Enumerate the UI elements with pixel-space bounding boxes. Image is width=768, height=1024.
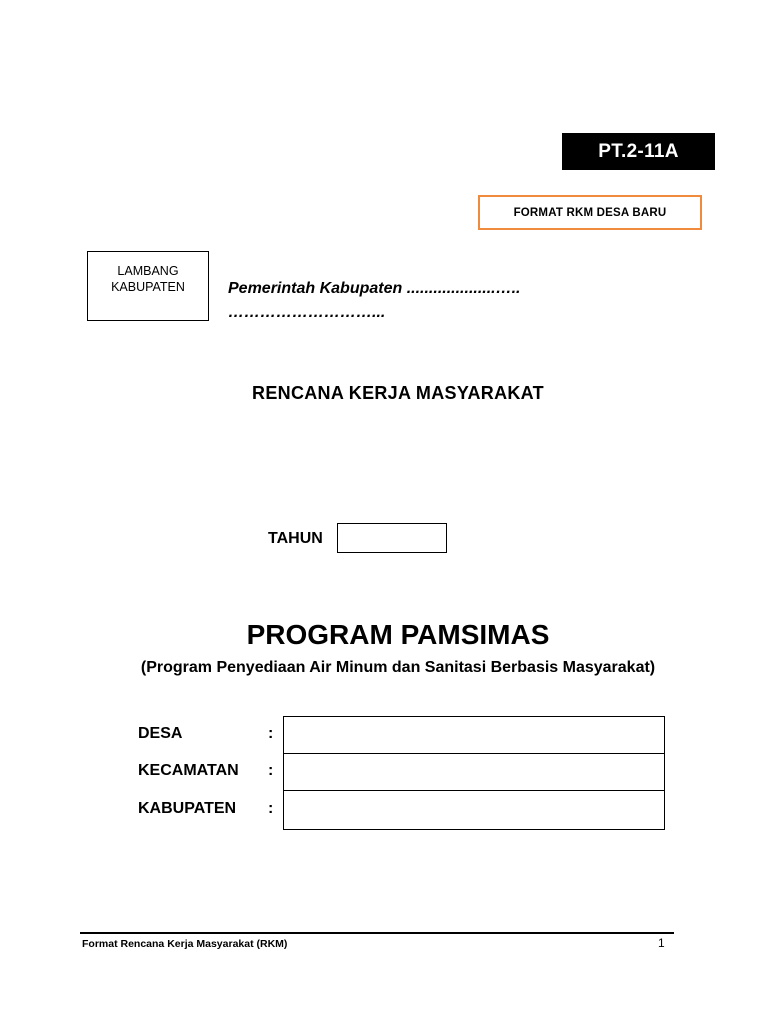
regency-field[interactable] <box>284 791 664 828</box>
year-label: TAHUN <box>268 530 323 547</box>
format-label-box: FORMAT RKM DESA BARU <box>478 195 702 230</box>
program-title: PROGRAM PAMSIMAS <box>246 619 550 650</box>
regency-label: KABUPATEN <box>138 800 237 817</box>
year-input-box[interactable] <box>337 523 447 553</box>
footer-divider <box>80 932 674 934</box>
village-label: DESA <box>138 725 183 742</box>
location-fields-table <box>283 716 665 830</box>
government-name-line1: Pemerintah Kabupaten ....................….. <box>228 280 521 297</box>
district-label: KECAMATAN <box>138 762 239 779</box>
emblem-label-line1: LAMBANG <box>117 264 179 278</box>
government-name-line2: ………………………... <box>228 304 386 321</box>
regency-colon: : <box>268 800 274 817</box>
page-number: 1 <box>658 936 665 950</box>
document-title: RENCANA KERJA MASYARAKAT <box>252 383 544 403</box>
emblem-label-line2: KABUPATEN <box>111 280 185 294</box>
village-colon: : <box>268 725 274 742</box>
regency-emblem-placeholder <box>87 251 209 321</box>
district-field[interactable] <box>284 754 664 791</box>
district-colon: : <box>268 762 274 779</box>
village-field[interactable] <box>284 717 664 754</box>
footer-document-name: Format Rencana Kerja Masyarakat (RKM) <box>82 938 288 950</box>
program-subtitle: (Program Penyediaan Air Minum dan Sanitasi Berbasis Masyarakat) <box>140 659 656 676</box>
document-code-badge: PT.2-11A <box>562 133 715 170</box>
